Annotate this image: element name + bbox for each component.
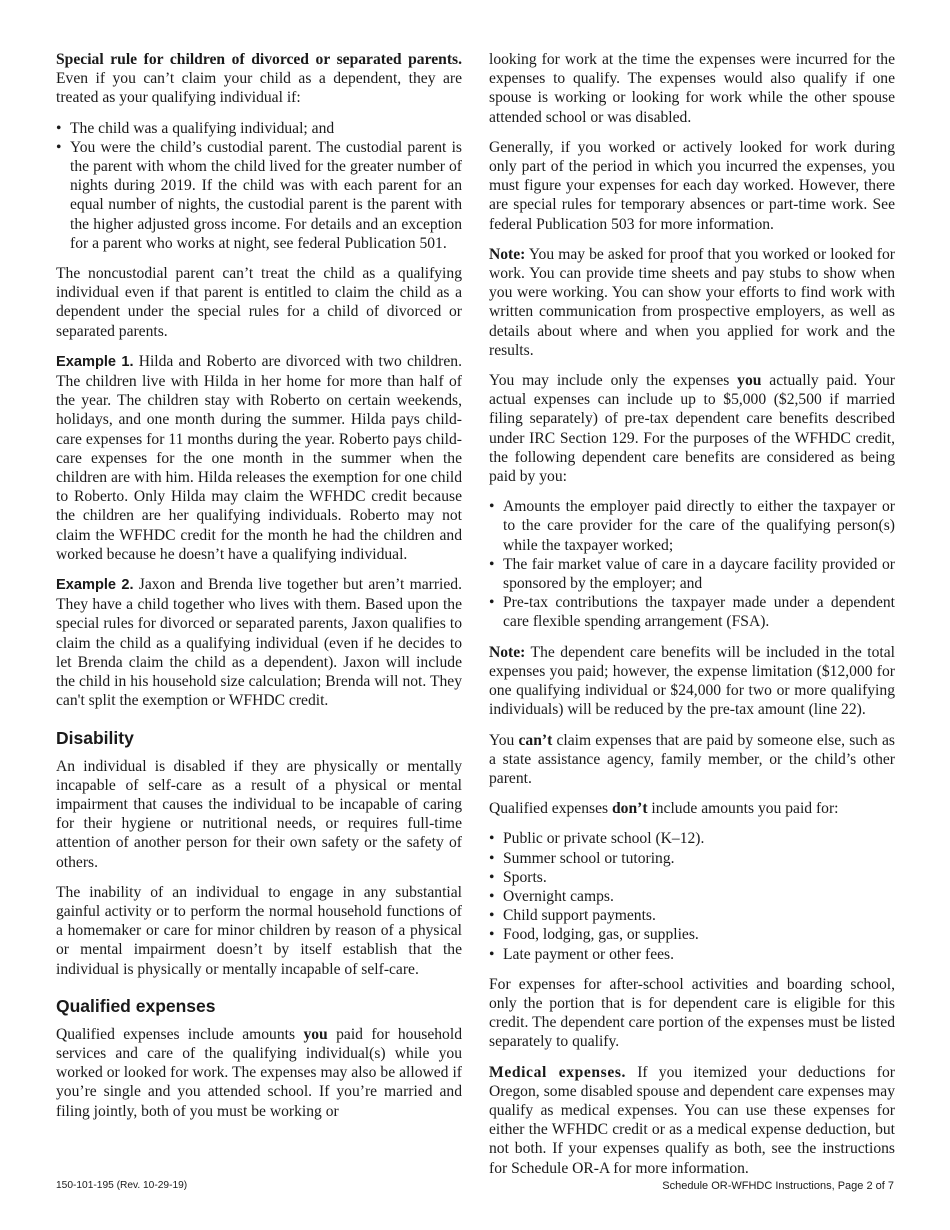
emphasis-dont: don’t [611,800,648,818]
text-run: claim expenses that are paid by someone else, such as a state assistance agency, family member, or the child’s other parent. [489,731,895,787]
emphasis-you: you [303,1025,328,1043]
text-run: You [489,731,519,749]
note-proof-paragraph [489,245,895,360]
qualified-expenses-heading: Qualified expenses [56,995,216,1016]
dont-include-paragraph [489,799,895,818]
medical-expenses-text: If you itemized your deductions for Oregon, some disabled spouse and dependent care expenses may qualify as medical expenses. You can use these expenses for either the WFHDC credit or as a medical expense deduction, but not both. If your expenses qualify as both, see the instructions for Schedule OR-A for more information. [489,1063,895,1177]
example-1-paragraph [56,352,462,564]
special-rule-paragraph [56,50,462,108]
emphasis-you: you [737,372,762,390]
note-text: You may be asked for proof that you worked or looked for work. You can provide time sheets and pay stubs to show when you were working. You can show your efforts to find work with written communication from prospective employers, as well as details about where and when you applied for work and the results. [489,245,895,359]
example-1-label: Example 1. [56,353,134,370]
list-item: • Sports. [489,868,895,887]
page-label: Schedule OR-WFHDC Instructions, Page 2 of 7 [662,1180,894,1192]
disability-paragraph-1: An individual is disabled if they are physically or mentally incapable of self-care as a result of a physical or mental impairment that causes the individual to be incapable of caring for their hygiene or nutritional needs, or requires full-time attention of another person for their own safety or the safety of others. [56,757,462,871]
benefits-list [489,497,895,631]
list-item: • Amounts the employer paid directly to either the taxpayer or to the care provider for the care of the qualifying person(s) while the taxpayer worked; [489,497,895,555]
medical-expenses-paragraph [489,1063,895,1178]
text-run: You may include only the expenses [489,372,738,390]
list-item: • You were the child’s custodial parent. The custodial parent is the parent with whom the child lived for the greater number of nights during 2019. If the child was with each parent for an equal number of nights, the custodial parent is the parent with the higher adjusted gross income. For details and an exception for a parent who works at night, see federal Publication 501. [56,138,462,253]
example-1-text: Hilda and Roberto are divorced with two children. The children live with Hilda in her home for more than half of the year. The children stay with Roberto on certain weekends, holidays, and one month during the summer. Hilda pays child-care expenses for 11 months during the year. Roberto pays child-care expenses for the one month in the summer when the children are with him. Hilda releases the exemption for one child to Roberto. Only Hilda may claim the WFHDC credit because the children are her qualifying individuals. Roberto may not claim the WFHDC credit for the month he had the children and worked because he doesn’t have a qualifying individual. [56,352,462,563]
note-benefits-paragraph [489,643,895,720]
cant-claim-paragraph [489,731,895,789]
special-rule-heading: Special rule for children of divorced or separated parents. [56,51,462,68]
example-2-label: Example 2. [56,577,134,594]
note-label: Note: [489,245,526,263]
list-item: • Pre-tax contributions the taxpayer made under a dependent care flexible spending arrangement (FSA). [489,593,895,631]
list-item: • Public or private school (K–12). [489,829,895,848]
special-rule-text: Even if you can’t claim your child as a dependent, they are treated as your qualifying individual if: [56,70,462,107]
right-column [489,50,895,1189]
excluded-expenses-list [489,829,895,963]
example-2-text: Jaxon and Brenda live together but aren’t married. They have a child together who lives with them. Based upon the special rules for divorced or separated parents, Jaxon qualifies to claim the child as a qualifying individual (even if he decides to let Brenda claim the child as a dependent). Jaxon will include the child in his household size calculation; Brenda will not. They can't split the exemption or WFHDC credit. [56,576,462,710]
continued-paragraph: looking for work at the time the expenses were incurred for the expenses to qualify. The expenses would also qualify if one spouse is working or looking for work while the other spouse attended school or was disabled. [489,51,895,126]
list-item: • The fair market value of care in a daycare facility provided or sponsored by the employer; and [489,555,895,593]
list-item: • Summer school or tutoring. [489,849,895,868]
medical-expenses-label: Medical expenses. [489,1063,627,1081]
special-rule-list [56,119,462,253]
list-item: • Food, lodging, gas, or supplies. [489,925,895,944]
disability-heading: Disability [56,727,134,748]
note-text: The dependent care benefits will be included in the total expenses you paid; however, the expense limitation ($12,000 for one qualifying individual or $24,000 for two or more qualifying individuals) will be reduced by the pre-tax amount (line 22). [489,643,895,719]
text-run: Qualified expenses [489,800,612,818]
text-run: paid for household services and care of the qualifying individual(s) while you worked or looked for work. The expenses may also be allowed if you’re single and you attended school. If you’re married and filing jointly, both of you must be working or [56,1025,462,1120]
text-run: include amounts you paid for: [647,800,839,818]
left-column [56,50,462,1132]
noncustodial-paragraph: The noncustodial parent can’t treat the child as a qualifying individual even if that parent is entitled to claim the child as a dependent under the special rules for a child of divorced or separated parents. [56,265,462,340]
list-item: • Late payment or other fees. [489,945,895,964]
list-item: • Overnight camps. [489,887,895,906]
after-school-paragraph: For expenses for after-school activities and boarding school, only the portion that is for dependent care is eligible for this credit. The dependent care portion of the expenses must be listed separately to qualify. [489,975,895,1051]
note-label: Note: [489,643,526,661]
text-run: actually paid. Your actual expenses can include up to $5,000 ($2,500 if married filing separately) of pre-tax dependent care benefits described under IRC Section 129. For the purposes of the WFHDC credit, the following dependent care benefits are considered as being paid by you: [489,372,895,486]
text-run: Qualified expenses include amounts [56,1025,304,1043]
emphasis-cant: can’t [518,731,553,749]
generally-paragraph: Generally, if you worked or actively looked for work during only part of the period in which you incurred the expenses, you must figure your expenses for each day worked. However, there are special rules for temporary absences or part-time work. See federal Publication 503 for more information. [489,138,895,233]
list-item: • The child was a qualifying individual; and [56,119,462,138]
list-item: • Child support payments. [489,906,895,925]
disability-paragraph-2: The inability of an individual to engage in any substantial gainful activity or to perform the normal household functions of a homemaker or care for minor children by reason of a physical or mental impairment doesn’t by itself establish that the individual is physically or mentally incapable of self-care. [56,883,462,978]
include-expenses-paragraph [489,371,895,486]
example-2-paragraph [56,575,462,710]
form-number: 150-101-195 (Rev. 10-29-19) [56,1180,188,1191]
qualified-expenses-paragraph [56,1025,462,1121]
